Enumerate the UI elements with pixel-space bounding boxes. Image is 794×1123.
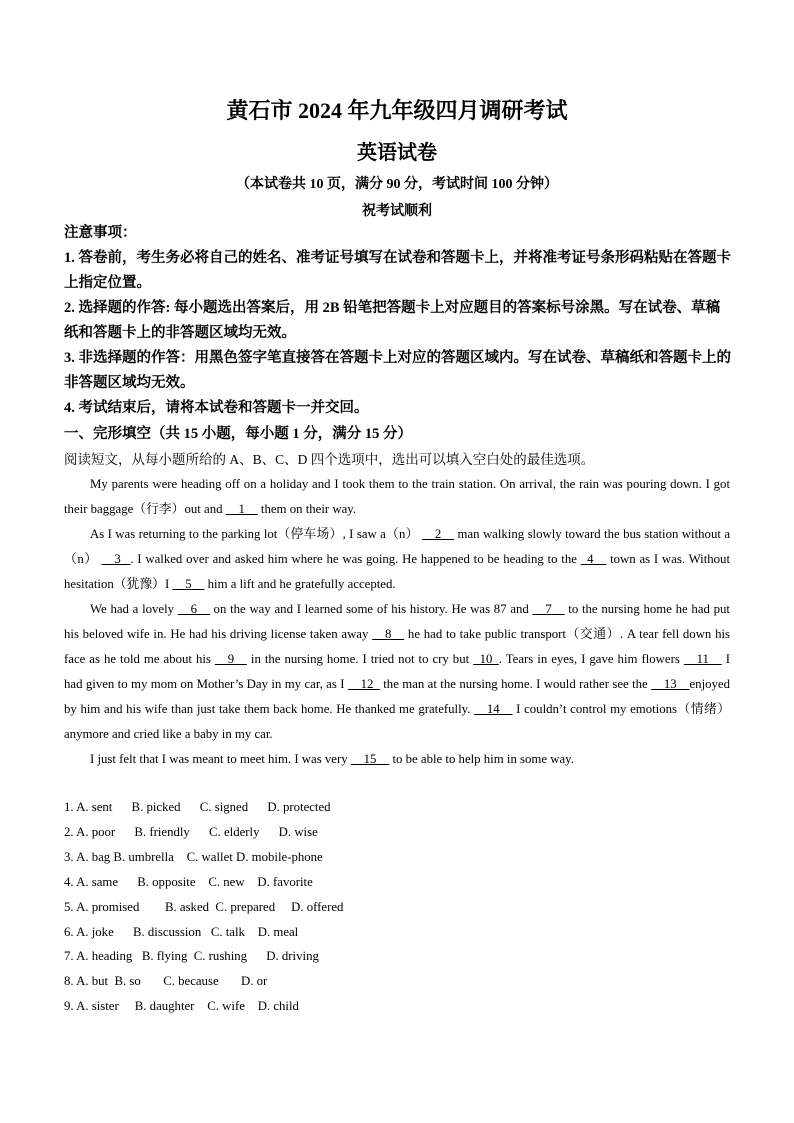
notice-item: 2. 选择题的作答: 每小题选出答案后，用 2B 铅笔把答题卡上对应题目的答案标号涂黑。写在试卷、草稿纸和答题卡上的非答题区域均无效。 (64, 300, 721, 341)
blank-4: 4 (587, 552, 594, 566)
notices-list (64, 246, 734, 421)
exam-title: 黄石市 2024 年九年级四月调研考试 (226, 98, 568, 123)
question-options (64, 795, 343, 1019)
blank-14: 14 (486, 702, 500, 716)
question-row: 2. A. poor B. friendly C. elderly D. wise (64, 824, 318, 839)
question-row: 4. A. same B. opposite C. new D. favorite (64, 874, 313, 889)
notice-item: 1. 答卷前，考生务必将自己的姓名、准考证号填写在试卷和答题卡上，并将准考证号条形码粘贴在答题卡上指定位置。 (64, 250, 731, 291)
question-row: 3. A. bag B. umbrella C. wallet D. mobile-phone (64, 849, 323, 864)
passage-text: I just felt that I was meant to meet him. I was very (90, 752, 348, 766)
exam-wish: 祝考试顺利 (362, 204, 432, 219)
notices-heading: 注意事项： (64, 225, 137, 241)
passage-text: . Tears in eyes, I gave him flowers (498, 652, 680, 666)
question-row: 7. A. heading B. flying C. rushing D. driving (64, 949, 319, 964)
passage-text: the man at the nursing home. I would rather see the (383, 677, 648, 691)
passage-text: them on their way. (260, 502, 357, 516)
question-row: 5. A. promised B. asked C. prepared D. offered (64, 899, 344, 914)
blank-2: 2 (434, 527, 442, 541)
blank-3: 3 (114, 552, 121, 566)
blank-1: 1 (238, 502, 245, 516)
passage-text: I couldn’t control my emotions（情绪）anymore and cried like a baby in my car. (64, 702, 731, 741)
passage-text: As I was returning to the parking lot（停车场）, I saw a（n） (90, 527, 419, 541)
blank-9: 9 (227, 652, 235, 666)
blank-10: 10 (479, 652, 493, 666)
blank-7: 7 (545, 602, 552, 616)
passage-text: town as I was. Without hesitation（犹豫）I (64, 552, 731, 591)
passage-text: he had to take public transport（交通）. A tear fell down his face as he told me about his (64, 627, 731, 666)
passage-text: My parents were heading off on a holiday and I took them to the train station. On arrival, the rain was pouring down. I got their baggage（行李）out and (64, 477, 730, 516)
blank-12: 12 (360, 677, 374, 691)
passage-text: in the nursing home. I tried not to cry but (250, 652, 470, 666)
section-instruction: 阅读短文，从每小题所给的 A、B、C、D 四个选项中，选出可以填入空白处的最佳选项。 (64, 452, 595, 467)
question-row: 6. A. joke B. discussion C. talk D. meal (64, 924, 299, 939)
passage-paragraph (64, 597, 730, 747)
section-title: 一、完形填空（共 15 小题，每小题 1 分，满分 15 分） (64, 426, 412, 442)
exam-info: （本试卷共 10 页，满分 90 分，考试时间 100 分钟） (236, 177, 558, 192)
passage-paragraph (64, 522, 730, 597)
passage-text: to the nursing home he had put his beloved wife in. He had his driving license taken away (64, 602, 730, 641)
passage-paragraph (64, 472, 730, 522)
blank-15: 15 (363, 752, 377, 766)
question-row: 1. A. sent B. picked C. signed D. protected (64, 800, 331, 814)
blank-8: 8 (384, 627, 392, 641)
passage-text: him a lift and he gratefully accepted. (207, 577, 396, 591)
cloze-passage (64, 472, 730, 772)
passage-text: to be able to help him in some way. (392, 752, 574, 766)
blank-5: 5 (185, 577, 192, 591)
question-row: 9. A. sister B. daughter C. wife D. child (64, 999, 299, 1014)
passage-text: enjoyed by him and his wife than just take them back home. He thanked me gratefully. (64, 677, 731, 716)
passage-text: I had given to my mom on Mother’s Day in my car, as I (64, 652, 731, 691)
notice-item: 3. 非选择题的作答：用黑色签字笔直接答在答题卡上对应的答题区域内。写在试卷、草稿纸和答题卡上的非答题区域均无效。 (64, 350, 731, 391)
passage-text: man walking slowly toward the bus station without a（n） (64, 527, 731, 566)
exam-subject: 英语试卷 (357, 142, 437, 164)
question-row: 8. A. but B. so C. because D. or (64, 974, 268, 989)
blank-6: 6 (190, 602, 198, 616)
blank-13: 13 (663, 677, 677, 691)
notice-item: 4. 考试结束后，请将本试卷和答题卡一并交回。 (64, 400, 369, 416)
passage-text: . I walked over and asked him where he was going. He happened to be heading to the (130, 552, 577, 566)
passage-text: on the way and I learned some of his history. He was 87 and (213, 602, 529, 616)
passage-paragraph (64, 747, 730, 772)
blank-11: 11 (696, 652, 709, 666)
passage-text: We had a lovely (90, 602, 175, 616)
